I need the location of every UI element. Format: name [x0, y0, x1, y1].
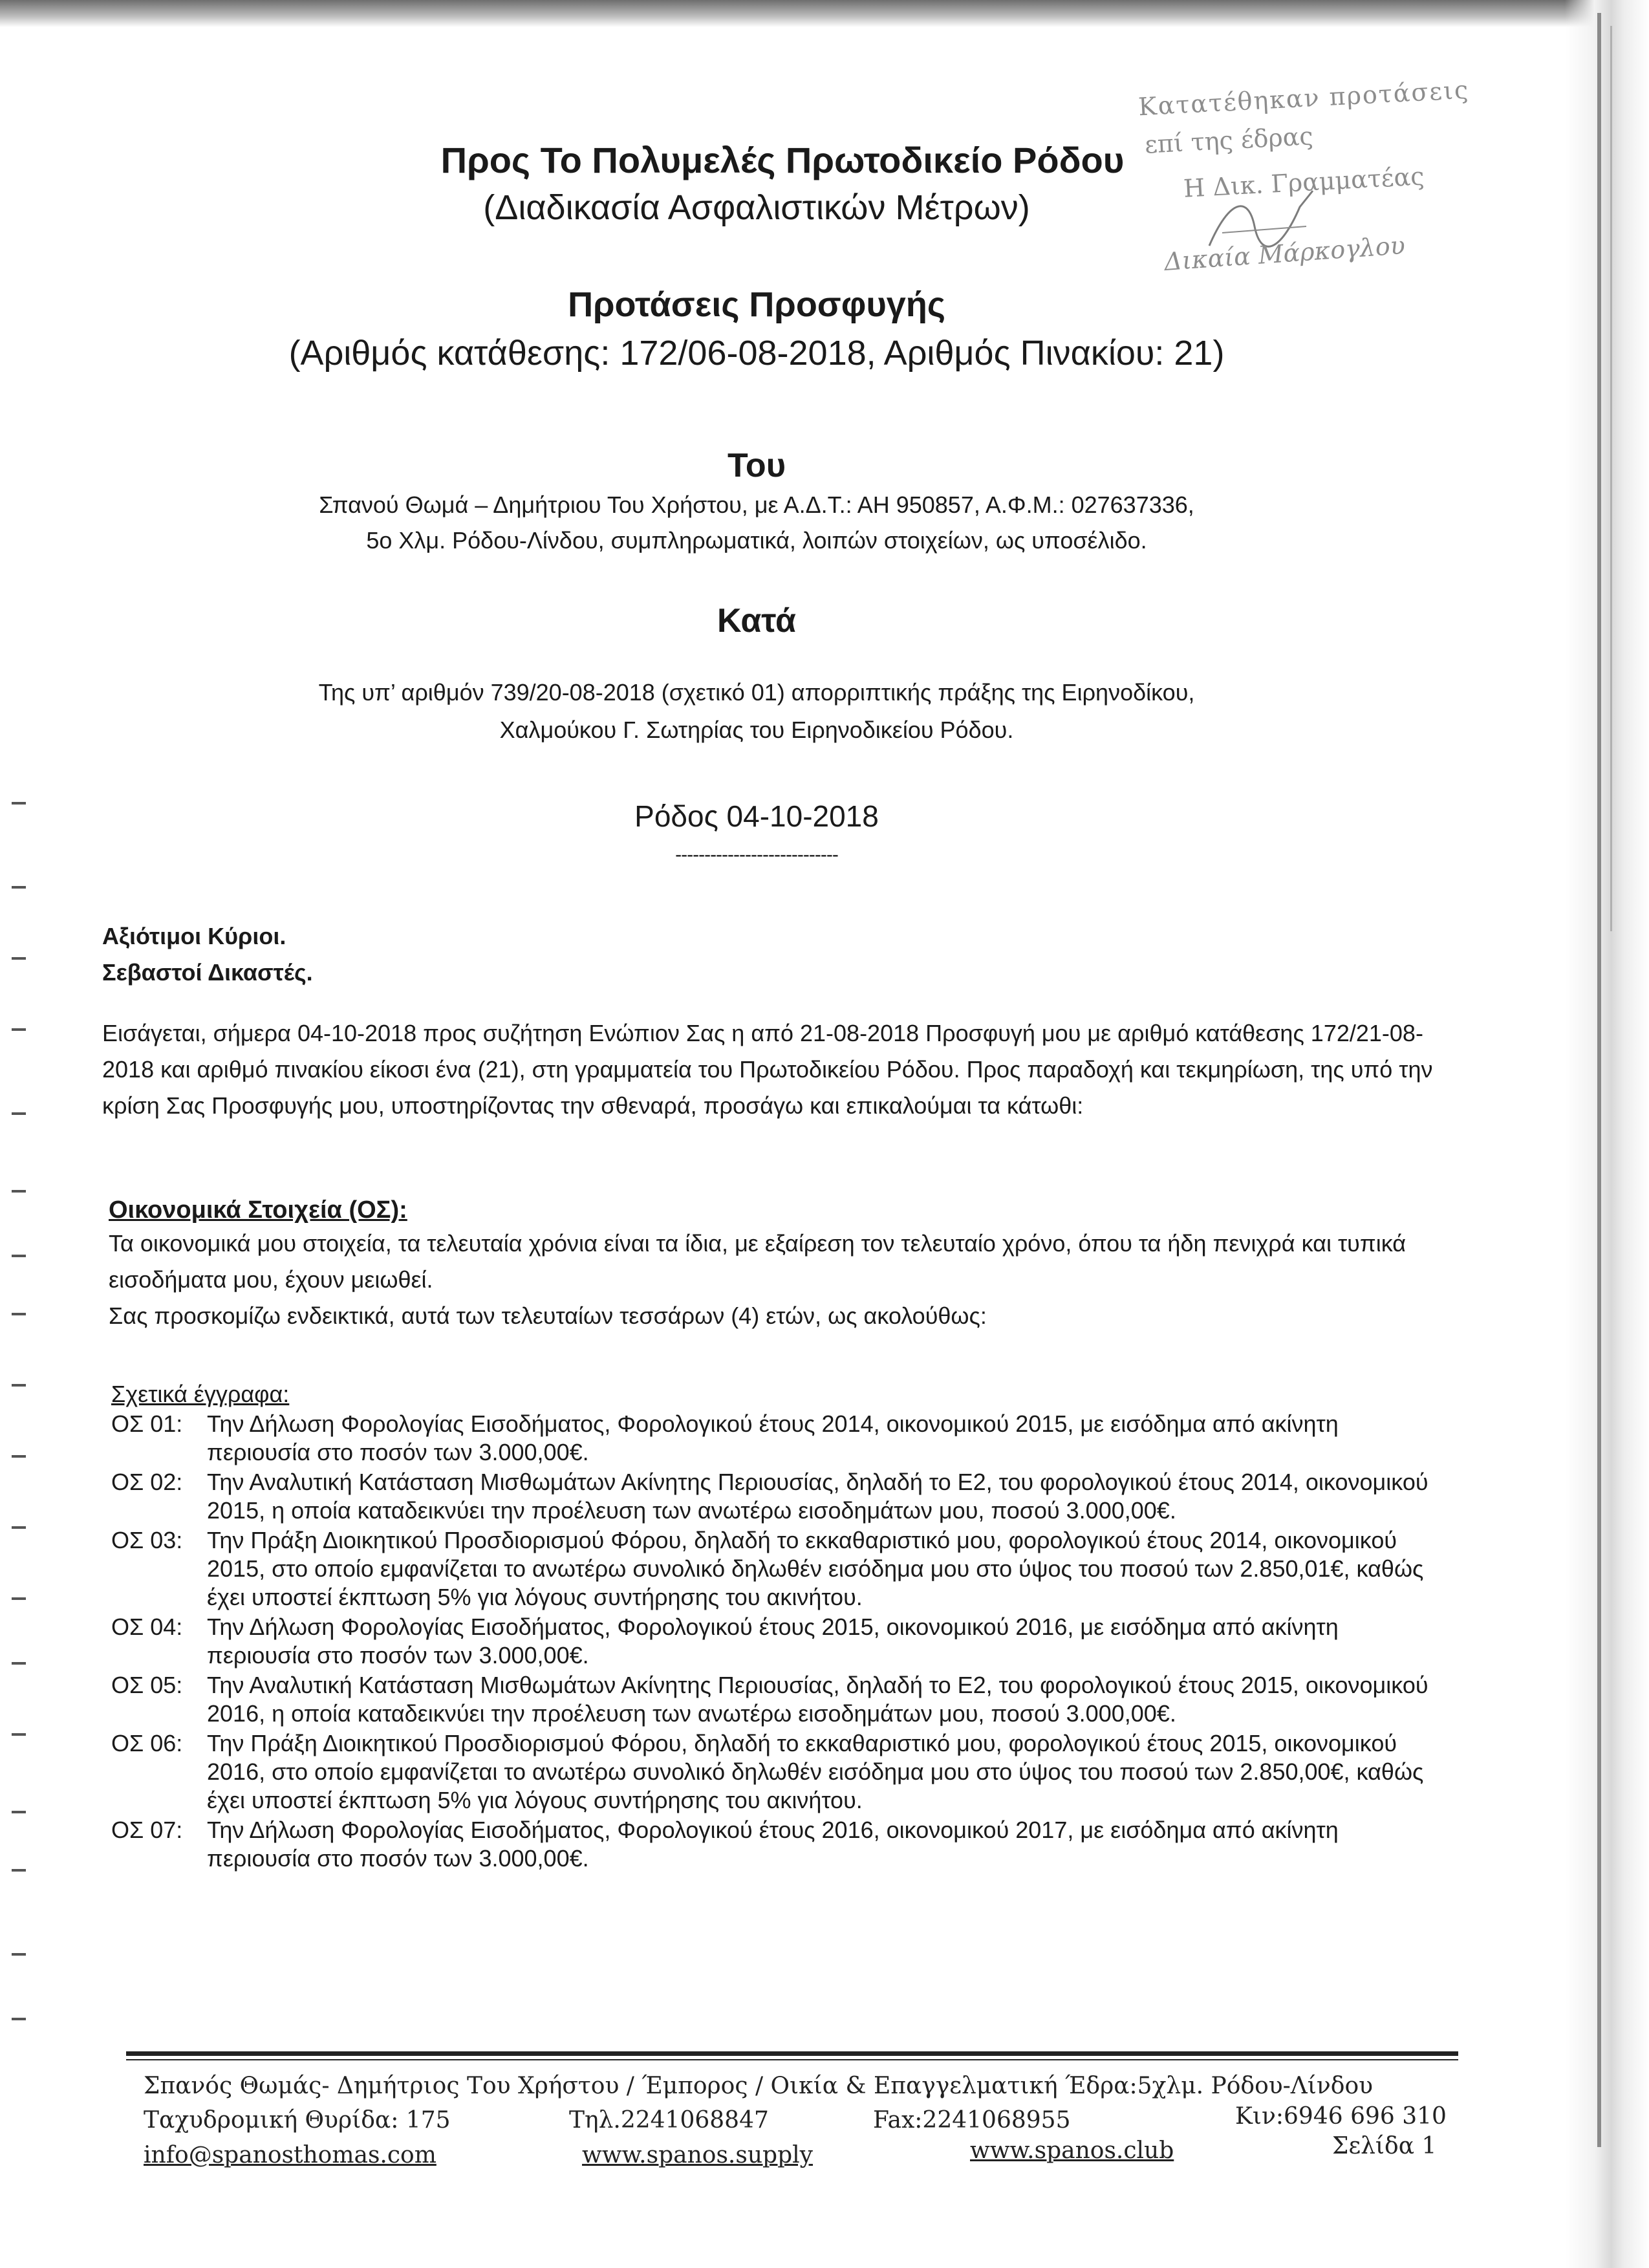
binder-marks	[12, 802, 31, 2095]
document-type-heading: Προτάσεις Προσφυγής	[568, 285, 945, 324]
financial-para-2: Σας προσκομίζω ενδεικτικά, αυτά των τελευταίων τεσσάρων (4) ετών, ως ακολούθως:	[109, 1302, 987, 1329]
footer-fax: Fax:2241068955	[873, 2107, 1071, 2133]
list-item	[111, 1468, 1443, 1525]
footer-website-link-supply[interactable]: www.spanos.supply	[582, 2142, 813, 2168]
document-date: Ρόδος 04-10-2018	[634, 799, 879, 833]
footer-phone: Τηλ.2241068847	[569, 2107, 769, 2133]
procedure-subtitle: (Διαδικασία Ασφαλιστικών Μέτρων)	[483, 188, 1030, 227]
stamp-line-3: Η Δικ. Γραμματέας	[1183, 162, 1425, 203]
footer-rule-thick	[126, 2051, 1458, 2056]
party-heading: Του	[727, 447, 786, 484]
doc-code: ΟΣ 02:	[111, 1469, 183, 1495]
doc-code: ΟΣ 04:	[111, 1614, 183, 1640]
doc-text: Την Πράξη Διοικητικού Προσδιορισμού Φόρου, δηλαδή το εκκαθαριστικό μου, φορολογικού έτους 2014, οικονομικού 2015, στο οποίο εμφανίζεται το ανωτέρω συνολικό δηλωθέν εισόδημα μου στο ύψος του ποσού των 2.850,01€, καθώς έχει υποστεί έκπτωση 5% για λόγους συντήρησης του ακινήτου.	[207, 1527, 1424, 1610]
footer-po-box: Ταχυδρομική Θυρίδα: 175	[144, 2107, 451, 2133]
filing-info: (Αριθμός κατάθεσης: 172/06-08-2018, Αριθμός Πινακίου: 21)	[288, 334, 1225, 373]
list-item	[111, 1410, 1443, 1467]
date-divider: ----------------------------	[675, 844, 838, 865]
doc-code: ΟΣ 06:	[111, 1730, 183, 1756]
list-item	[111, 1613, 1443, 1670]
doc-text: Την Δήλωση Φορολογίας Εισοδήματος, Φορολογικού έτους 2014, οικονομικού 2015, με εισόδημα από ακίνητη περιουσία στο ποσόν των 3.000,00€.	[207, 1410, 1339, 1465]
against-details-line-1: Της υπ’ αριθμόν 739/20-08-2018 (σχετικό 01) απορριπτικής πράξης της Ειρηνοδίκου,	[318, 679, 1195, 706]
doc-text: Την Πράξη Διοικητικού Προσδιορισμού Φόρου, δηλαδή το εκκαθαριστικό μου, φορολογικού έτους 2015, οικονομικού 2016, στο οποίο εμφανίζεται το ανωτέρω συνολικό δηλωθέν εισόδημα μου στο ύψος του ποσού των 2.850,00€, καθώς έχει υποστεί έκπτωση 5% για λόγους συντήρησης του ακινήτου.	[207, 1730, 1424, 1813]
related-docs-title: Σχετικά έγγραφα:	[111, 1381, 290, 1407]
doc-code: ΟΣ 05:	[111, 1672, 183, 1698]
footer-website-link-club[interactable]: www.spanos.club	[970, 2137, 1174, 2164]
doc-text: Την Δήλωση Φορολογίας Εισοδήματος, Φορολογικού έτους 2015, οικονομικού 2016, με εισόδημα από ακίνητη περιουσία στο ποσόν των 3.000,00€.	[207, 1614, 1339, 1669]
stamp-line-2: επί της έδρας	[1144, 122, 1314, 159]
list-item	[111, 1729, 1443, 1815]
against-details-line-2: Χαλμούκου Γ. Σωτηρίας του Ειρηνοδικείου Ρόδου.	[499, 717, 1014, 743]
party-details-line-2: 5ο Χλμ. Ρόδου-Λίνδου, συμπληρωματικά, λοιπών στοιχείων, ως υποσέλιδο.	[366, 527, 1147, 554]
doc-text: Την Αναλυτική Κατάσταση Μισθωμάτων Ακίνητης Περιουσίας, δηλαδή το Ε2, του φορολογικού έτους 2015, οικονομικού 2016, η οποία καταδεικνύει την προέλευση των ανωτέρω εισοδημάτων μου, ποσού 3.000,00€.	[207, 1672, 1428, 1727]
salutation	[102, 918, 1447, 991]
scan-edge-top	[0, 0, 1649, 27]
intro-paragraph: Εισάγεται, σήμερα 04-10-2018 προς συζήτηση Ενώπιον Σας η από 21-08-2018 Προσφυγή μου με αριθμό κατάθεσης 172/21-08-2018 και αριθμό πινακίου είκοσι ένα (21), στη γραμματεία του Πρωτοδικείου Ρόδου. Προς παραδοχή και τεκμηρίωση, της υπό την κρίση Σας Προσφυγής μου, υποστηρίζοντας την σθεναρά, προσάγω και επικαλούμαι τα κάτωθι:	[102, 1020, 1433, 1119]
scan-edge-right	[1565, 0, 1649, 2268]
doc-code: ΟΣ 01:	[111, 1410, 183, 1437]
footer-email-link[interactable]: info@spanosthomas.com	[144, 2142, 436, 2168]
doc-code: ΟΣ 07:	[111, 1817, 183, 1843]
doc-text: Την Δήλωση Φορολογίας Εισοδήματος, Φορολογικού έτους 2016, οικονομικού 2017, με εισόδημα από ακίνητη περιουσία στο ποσόν των 3.000,00€.	[207, 1817, 1339, 1872]
salutation-line-1: Αξιότιμοι Κύριοι.	[102, 923, 286, 949]
doc-text: Την Αναλυτική Κατάσταση Μισθωμάτων Ακίνητης Περιουσίας, δηλαδή το Ε2, του φορολογικού έτους 2014, οικονομικού 2015, η οποία καταδεικνύει την προέλευση των ανωτέρω εισοδημάτων μου, ποσού 3.000,00€.	[207, 1469, 1428, 1524]
footer-mobile: Κιν:6946 696 310	[1235, 2103, 1447, 2130]
list-item	[111, 1526, 1443, 1612]
financial-section-title: Οικονομικά Στοιχεία (ΟΣ):	[109, 1196, 407, 1224]
financial-section-body	[109, 1226, 1441, 1334]
stamp-signature-name: Δικαία Μάρκογλου	[1163, 231, 1406, 276]
against-heading: Κατά	[717, 602, 797, 640]
page-number: Σελίδα 1	[1332, 2133, 1437, 2159]
list-item	[111, 1816, 1443, 1873]
footer-owner-line: Σπανός Θωμάς- Δημήτριος Του Χρήστου / Έμπορος / Οικία & Επαγγελματική Έδρα:5χλμ. Ρόδου-Λίνδου	[144, 2073, 1374, 2099]
related-docs-list	[111, 1410, 1443, 1874]
doc-code: ΟΣ 03:	[111, 1527, 183, 1553]
court-title: Προς Το Πολυμελές Πρωτοδικείο Ρόδου	[440, 140, 1125, 180]
party-details-line-1: Σπανού Θωμά – Δημήτριου Του Χρήστου, με Α.Δ.Τ.: ΑΗ 950857, Α.Φ.Μ.: 027637336,	[319, 491, 1194, 518]
stamp-line-1: Κατατέθηκαν προτάσεις	[1137, 75, 1471, 122]
salutation-line-2: Σεβαστοί Δικαστές.	[102, 959, 313, 986]
footer-rule-thin	[126, 2059, 1458, 2060]
financial-para-1: Τα οικονομικά μου στοιχεία, τα τελευταία χρόνια είναι τα ίδια, με εξαίρεση τον τελευταίο χρόνο, όπου τα ήδη πενιχρά και τυπικά εισοδήματα μου, έχουν μειωθεί.	[109, 1230, 1406, 1293]
list-item	[111, 1671, 1443, 1728]
